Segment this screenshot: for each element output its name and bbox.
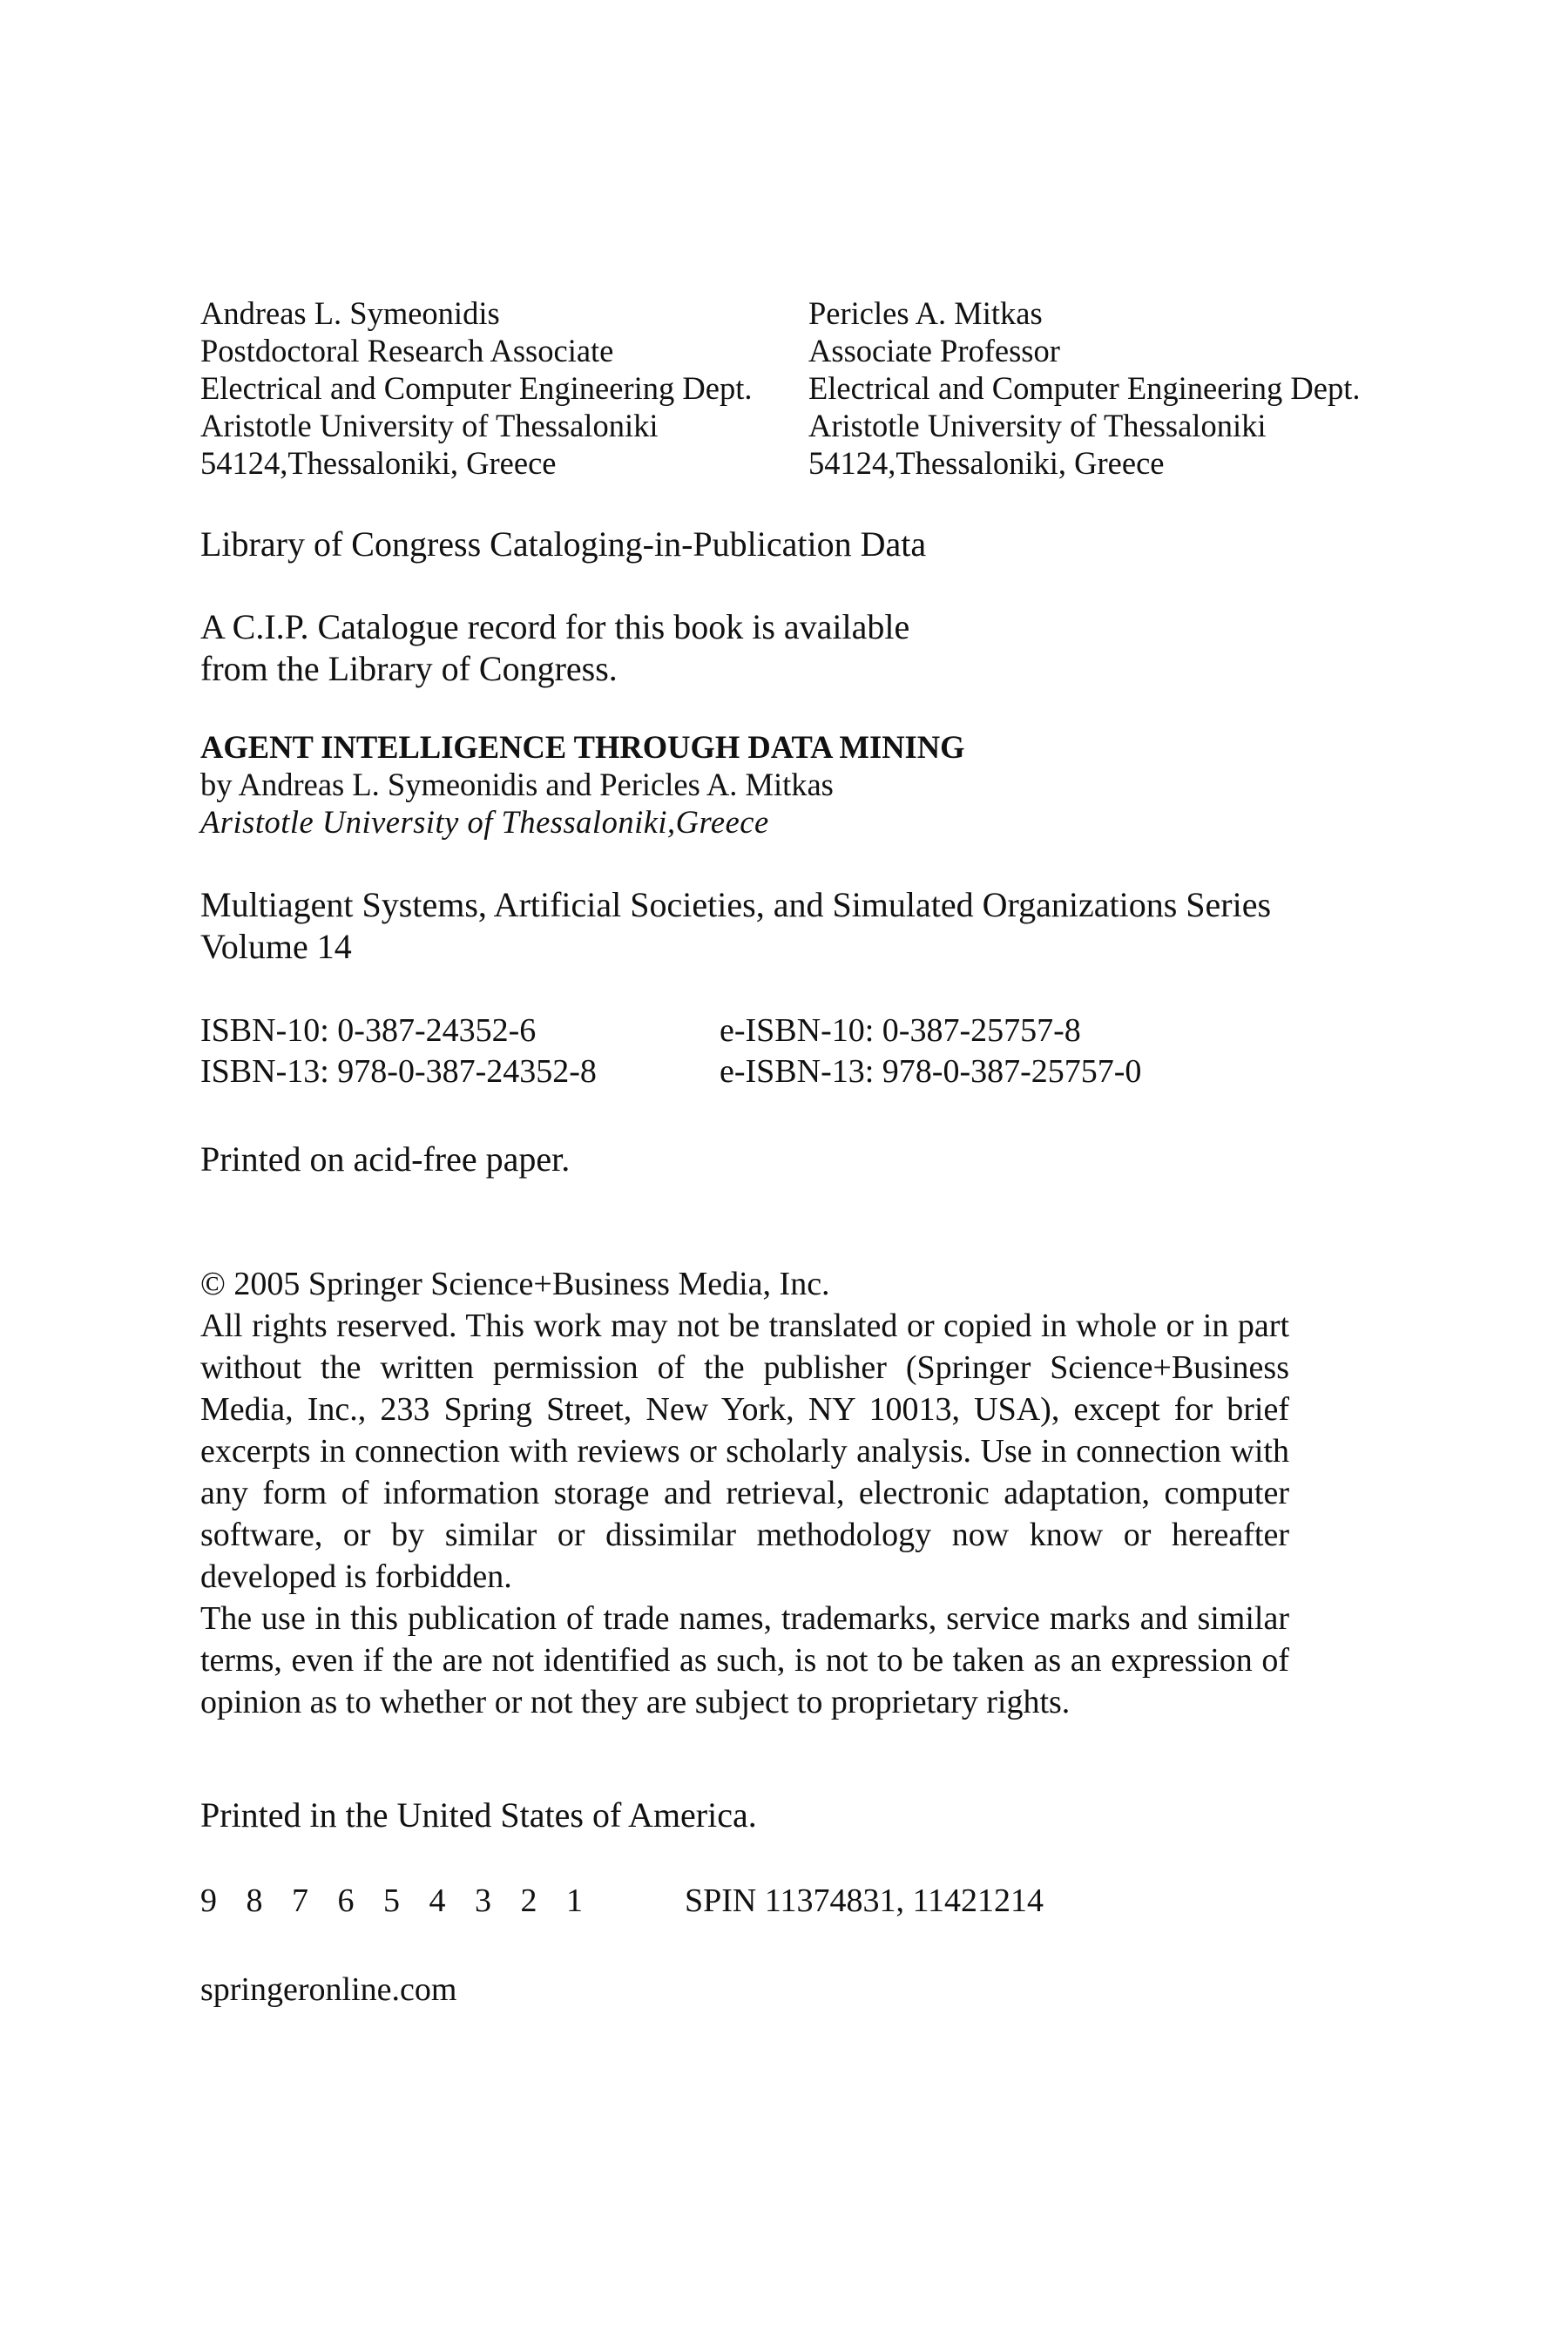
e-isbn-13: e-ISBN-13: 978-0-387-25757-0 [720,1053,1142,1090]
author-university: Aristotle University of Thessaloniki [808,408,1267,443]
print-line-row [200,1882,1333,1934]
publisher-website: springeronline.com [200,1971,457,2008]
book-info [200,728,965,841]
isbn-10: ISBN-10: 0-387-24352-6 [200,1012,537,1049]
cip-record [200,606,909,690]
book-title: AGENT INTELLIGENCE THROUGH DATA MINING [200,729,965,765]
series-info [200,884,1271,968]
cip-line-1: A C.I.P. Catalogue record for this book is available [200,607,910,646]
book-affiliation: Aristotle University of Thessaloniki,Greece [200,804,769,840]
series-volume: Volume 14 [200,927,352,966]
series-name: Multiagent Systems, Artificial Societies, and Simulated Organizations Series [200,885,1272,924]
library-of-congress-heading: Library of Congress Cataloging-in-Publication Data [200,524,927,564]
author-department: Electrical and Computer Engineering Dept. [200,370,753,406]
isbn-block [200,1010,1246,1098]
isbn-electronic [720,1010,1141,1092]
copyright-line: © 2005 Springer Science+Business Media, Inc. [200,1266,830,1302]
cip-line-2: from the Library of Congress. [200,649,618,688]
author-department: Electrical and Computer Engineering Dept. [808,370,1361,406]
book-byline: by Andreas L. Symeonidis and Pericles A. Mitkas [200,767,834,802]
rights-paragraph: All rights reserved. This work may not be translated or copied in whole or in part without the written permission of the publisher (Springer Science+Business Media, Inc., 233 Spring Street, New York, NY 10013, USA), except for brief excerpts in connection with reviews or scholarly analysis. Use in connection with any form of information storage and retrieval, electronic adaptation, computer software, or by similar or dissimilar methodology now know or hereafter developed is forbidden. [200,1308,1289,1595]
legal-notice [200,1263,1289,1723]
author-address-mitkas [808,294,1360,482]
author-addresses [200,294,1420,486]
printed-in: Printed in the United States of America. [200,1795,757,1835]
author-position: Associate Professor [808,333,1060,368]
author-name: Andreas L. Symeonidis [200,295,500,331]
printer-key: 9 8 7 6 5 4 3 2 1 [200,1882,593,1919]
author-address: 54124,Thessaloniki, Greece [808,445,1165,481]
author-name: Pericles A. Mitkas [808,295,1043,331]
author-address: 54124,Thessaloniki, Greece [200,445,557,481]
author-address-symeonidis [200,294,752,482]
acid-free-notice: Printed on acid-free paper. [200,1139,571,1179]
trademark-paragraph: The use in this publication of trade names, trademarks, service marks and similar terms, even if the are not identified as such, is not to be taken as an expression of opinion as to whether or not they are subject to proprietary rights. [200,1600,1289,1720]
e-isbn-10: e-ISBN-10: 0-387-25757-8 [720,1012,1081,1049]
author-university: Aristotle University of Thessaloniki [200,408,659,443]
isbn-print [200,1010,597,1092]
author-position: Postdoctoral Research Associate [200,333,614,368]
isbn-13: ISBN-13: 978-0-387-24352-8 [200,1053,597,1090]
spin-numbers: SPIN 11374831, 11421214 [685,1882,1044,1919]
